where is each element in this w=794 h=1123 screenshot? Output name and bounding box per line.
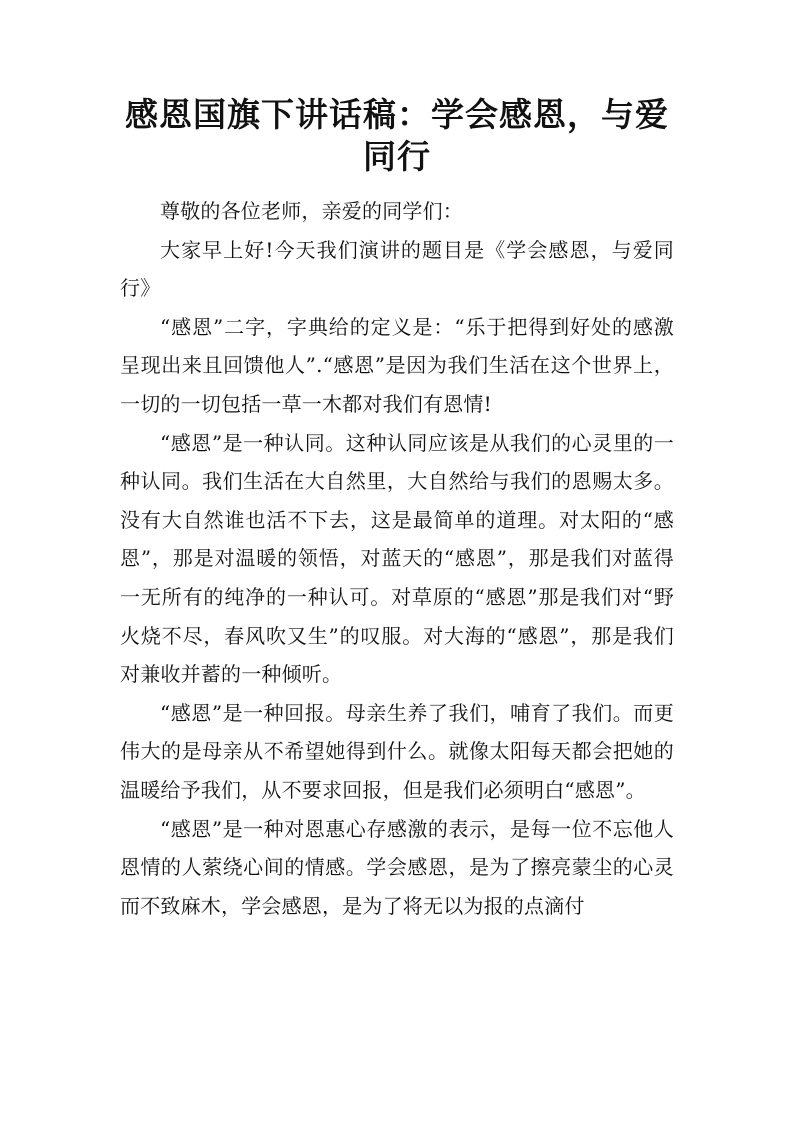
paragraph-intro: 大家早上好!今天我们演讲的题目是《学会感恩，与爱同行》 (120, 237, 674, 301)
document-title: 感恩国旗下讲话稿：学会感恩，与爱同行 (125, 95, 669, 176)
paragraph-recognition: “感恩”是一种认同。这种认同应该是从我们的心灵里的一种认同。我们生活在大自然里，大自然给与我们的恩赐太多。没有大自然谁也活不下去，这是最简单的道理。对太阳的“感恩”，那是对温暖的领悟，对蓝天的“感恩”，那是我们对蓝得一无所有的纯净的一种认可。对草原的“感恩”那是我们对“野火烧不尽，春风吹又生”的叹服。对大海的“感恩”，那是我们对兼收并蓄的一种倾听。 (120, 430, 674, 687)
document-body (120, 192, 674, 925)
document-page (120, 94, 674, 925)
paragraph-definition: “感恩”二字，字典给的定义是：“乐于把得到好处的感激呈现出来且回馈他人”.“感恩”是因为我们生活在这个世界上，一切的一切包括一草一木都对我们有恩情! (120, 314, 674, 416)
paragraph-greeting: 尊敬的各位老师，亲爱的同学们： (160, 199, 463, 223)
paragraph-gratitude-expression: “感恩”是一种对恩惠心存感激的表示，是每一位不忘他人恩情的人萦绕心间的情感。学会感恩，是为了擦亮蒙尘的心灵而不致麻木，学会感恩，是为了将无以为报的点滴付 (120, 816, 674, 918)
paragraph-repayment: “感恩”是一种回报。母亲生养了我们，哺育了我们。而更伟大的是母亲从不希望她得到什么。就像太阳每天都会把她的温暖给予我们，从不要求回报，但是我们必须明白“感恩”。 (120, 700, 674, 802)
